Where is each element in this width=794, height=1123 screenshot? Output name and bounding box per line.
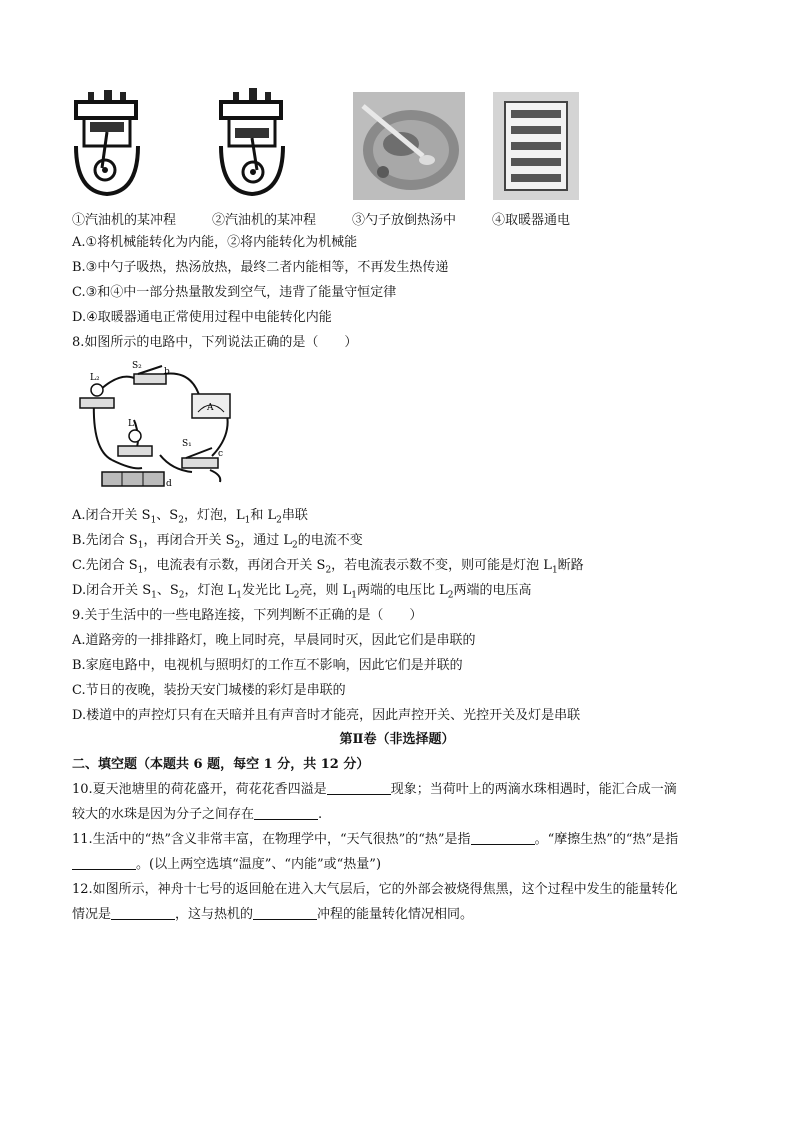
figure-label-s1: S₁ <box>182 439 192 449</box>
q7-option-d: D.④取暖器通电正常使用过程中电能转化内能 <box>72 310 332 325</box>
caption-2: ②汽油机的某冲程 <box>212 213 317 228</box>
caption-1: ①汽油机的某冲程 <box>72 213 177 228</box>
q8-stem: 8.如图所示的电路中，下列说法正确的是（ ） <box>72 335 358 350</box>
q9-option-c: C.节日的夜晚，装扮天安门城楼的彩灯是串联的 <box>72 683 346 698</box>
q12-blank-1[interactable] <box>111 906 175 920</box>
q10-line-2: 较大的水珠是因为分子之间存在 . <box>72 807 323 822</box>
section-header: 二、填空题（本题共 6 题，每空 1 分，共 12 分） <box>72 757 370 772</box>
q8-option-a: A.闭合开关 $S_1$、$S_2$，灯泡，$L_1$和 $L_2$串联 <box>72 508 308 526</box>
figure-label-c: c <box>218 449 224 459</box>
q11-blank-1[interactable] <box>471 831 535 845</box>
figure-label-b: b <box>164 367 170 377</box>
q11-line-2: 。(以上两空选填“温度”、“内能”或“热量”) <box>72 856 381 874</box>
q8-circuit-figure <box>72 360 242 499</box>
q9-option-a: A.道路旁的一排排路灯，晚上同时亮，早晨同时灭，因此它们是串联的 <box>72 633 476 648</box>
q8-option-b: B.先闭合 $S_1$，再闭合开关 $S_2$，通过 $L_2$的电流不变 <box>72 533 363 551</box>
q8-option-c: C.先闭合 $S_1$，电流表有示数，再闭合开关 $S_2$，若电流表示数不变，则可能是灯泡 $L_1$断路 <box>72 558 584 576</box>
q11-blank-2[interactable] <box>72 856 136 870</box>
section-title: 第Ⅱ卷（非选择题） <box>339 732 455 747</box>
q12-line-1: 12.如图所示，神舟十七号的返回舱在进入大气层后，它的外部会被烧得焦黑，这个过程中发生的能量转化 <box>72 882 678 897</box>
q10-blank-2[interactable] <box>254 806 318 820</box>
q7-figure-row <box>70 88 600 203</box>
caption-4: ④取暖器通电 <box>492 213 571 228</box>
q7-option-c: C.③和④中一部分热量散发到空气，违背了能量守恒定律 <box>72 285 397 300</box>
figure-label-s2: S₂ <box>132 361 142 371</box>
q12-blank-2[interactable] <box>253 906 317 920</box>
caption-3: ③勺子放倒热汤中 <box>352 213 457 228</box>
q7-option-a: A.①将机械能转化为内能，②将内能转化为机械能 <box>72 235 358 250</box>
q12-line-2: 情况是 ，这与热机的 冲程的能量转化情况相同。 <box>72 907 474 922</box>
heater-photo <box>493 92 579 200</box>
figure-label-a: A <box>207 403 214 413</box>
engine-stroke-figure-1 <box>70 88 145 200</box>
q9-stem: 9.关于生活中的一些电路连接，下列判断不正确的是（ ） <box>72 608 423 623</box>
q10-line-1: 10.夏天池塘里的荷花盛开，荷花花香四溢是 现象；当荷叶上的两滴水珠相遇时，能汇合成一滴 <box>72 782 677 797</box>
q7-option-b: B.③中勺子吸热，热汤放热，最终二者内能相等，不再发生热传递 <box>72 260 449 275</box>
figure-label-d: d <box>166 479 172 489</box>
engine-stroke-figure-2 <box>215 88 290 200</box>
figure-label-l2: L₂ <box>90 373 100 383</box>
q8-option-d: D.闭合开关 $S_1$、$S_2$，灯泡 $L_1$发光比 $L_2$亮，则 $L_1$两端的电压比 $L_2$两端的电压高 <box>72 583 532 601</box>
q9-option-b: B.家庭电路中，电视机与照明灯的工作互不影响，因此它们是并联的 <box>72 658 463 673</box>
q10-blank-1[interactable] <box>327 781 391 795</box>
spoon-in-soup-photo <box>353 92 465 200</box>
q9-option-d: D.楼道中的声控灯只有在天暗并且有声音时才能亮，因此声控开关、光控开关及灯是串联 <box>72 708 581 723</box>
q11-line-1: 11.生活中的“热”含义非常丰富，在物理学中，“天气很热”的“热”是指 。“摩擦生热”的“热”是指 <box>72 832 679 847</box>
figure-label-l1: L₁ <box>128 419 138 429</box>
